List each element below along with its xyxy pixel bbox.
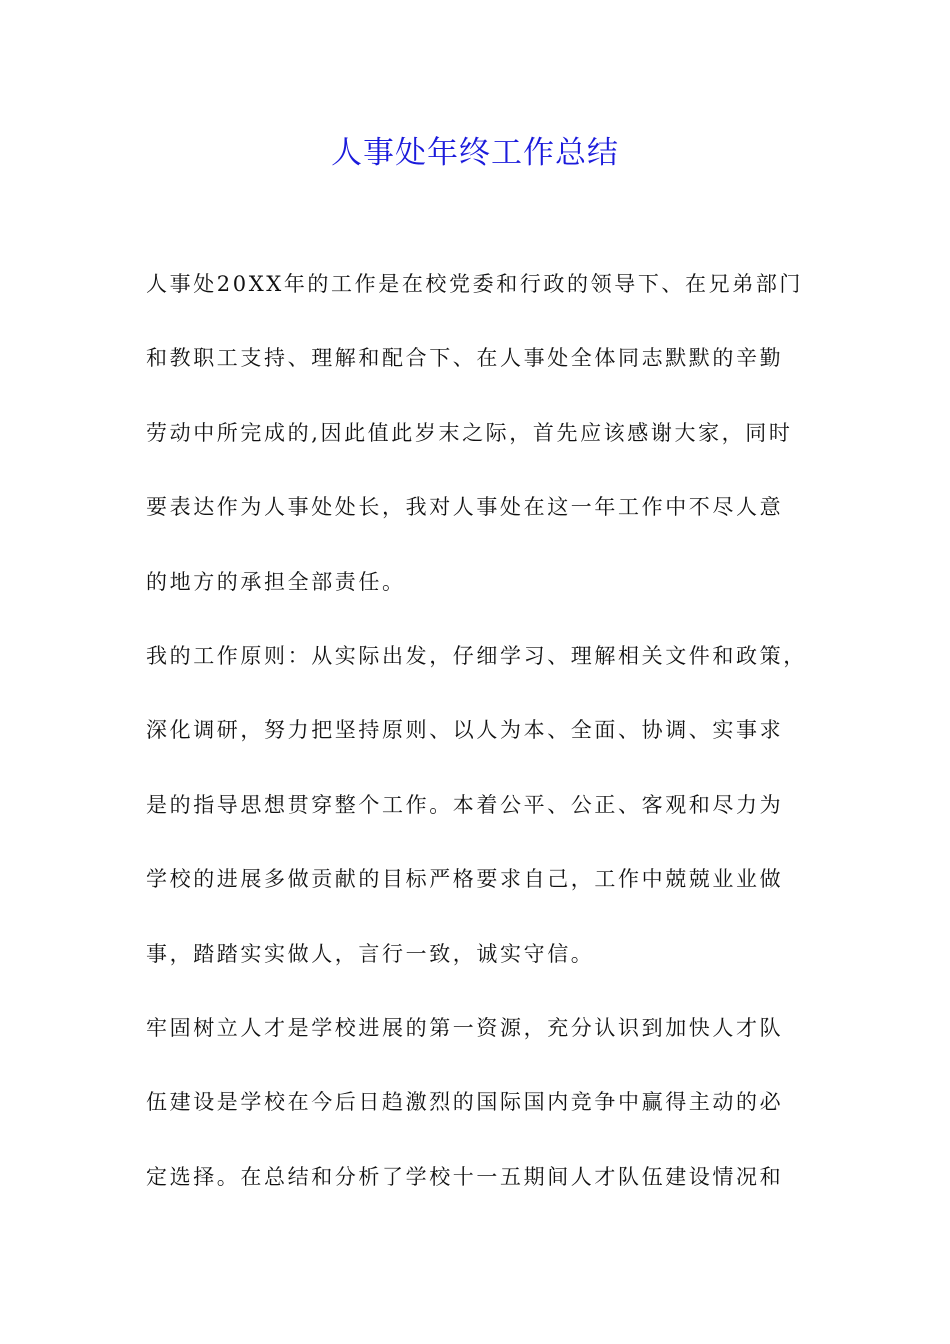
body-line: 定选择。在总结和分析了学校十一五期间人才队伍建设情况和 <box>146 1164 784 1189</box>
body-line: 牢固树立人才是学校进展的第一资源，充分认识到加快人才队 <box>146 1015 784 1040</box>
body-line: 要表达作为人事处处长，我对人事处在这一年工作中不尽人意 <box>146 495 784 520</box>
body-line: 学校的进展多做贡献的目标严格要求自己，工作中兢兢业业做 <box>146 867 784 892</box>
document-title: 人事处年终工作总结 <box>331 135 619 171</box>
body-line: 的地方的承担全部责任。 <box>146 569 406 594</box>
body-line: 是的指导思想贯穿整个工作。本着公平、公正、客观和尽力为 <box>146 792 784 817</box>
document-body <box>146 262 826 1229</box>
body-line: 和教职工支持、理解和配合下、在人事处全体同志默默的辛勤 <box>146 346 784 371</box>
body-line: 人事处20XX年的工作是在校党委和行政的领导下、在兄弟部门 <box>146 272 804 296</box>
body-line: 劳动中所完成的,因此值此岁末之际，首先应该感谢大家，同时 <box>146 420 793 445</box>
body-line: 事，踏踏实实做人，言行一致，诚实守信。 <box>146 941 595 966</box>
body-line: 深化调研，努力把坚持原则、以人为本、全面、协调、实事求 <box>146 718 784 743</box>
body-line: 我的工作原则：从实际出发，仔细学习、理解相关文件和政策， <box>146 643 807 668</box>
body-line: 伍建设是学校在今后日趋激烈的国际国内竞争中赢得主动的必 <box>146 1090 784 1115</box>
